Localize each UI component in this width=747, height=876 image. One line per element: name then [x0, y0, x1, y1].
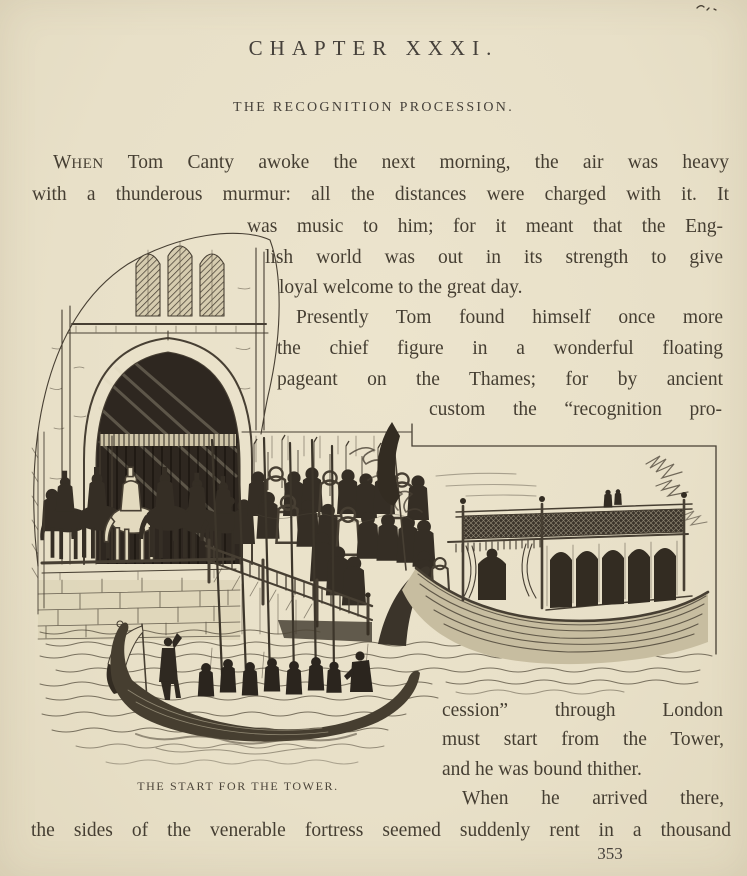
body-line: was music to him; for it meant that the Eng-	[247, 216, 723, 237]
chapter-heading: CHAPTER XXXI.	[248, 36, 499, 60]
body-line: with a thunderous murmur: all the distances were charged with it. It	[32, 184, 729, 205]
flag-bearer	[159, 633, 182, 700]
body-line: Presently Tom found himself once more	[296, 307, 723, 328]
lead-smallcaps: HEN	[71, 156, 104, 172]
body-line: When he arrived there,	[462, 788, 724, 809]
body-line-lead	[53, 151, 729, 176]
body-line: lish world was out in its strength to give	[265, 247, 723, 268]
ink-speck	[694, 2, 724, 16]
body-line: custom the “recognition pro-	[429, 399, 722, 420]
body-line: loyal welcome to the great day.	[279, 277, 523, 298]
page-number: 353	[597, 844, 623, 863]
chapter-subtitle: THE RECOGNITION PROCESSION.	[232, 100, 515, 115]
body-line: pageant on the Thames; for by ancient	[277, 369, 723, 390]
body-line: must start from the Tower,	[442, 729, 724, 750]
illustration-start-for-the-tower	[16, 228, 722, 776]
lead-initial: W	[53, 152, 72, 173]
body-line: the sides of the venerable fortress seemed suddenly rent in a thousand	[31, 820, 731, 841]
stern-officer	[344, 651, 373, 692]
body-line: cession” through London	[442, 700, 723, 721]
body-line: and he was bound thither.	[442, 759, 642, 780]
lead-rest: Tom Canty awoke the next morning, the air was heavy	[103, 152, 729, 173]
figure-caption: THE START FOR THE TOWER.	[137, 779, 339, 793]
rowers	[198, 657, 342, 696]
body-line: the chief figure in a wonderful floating	[277, 338, 723, 359]
